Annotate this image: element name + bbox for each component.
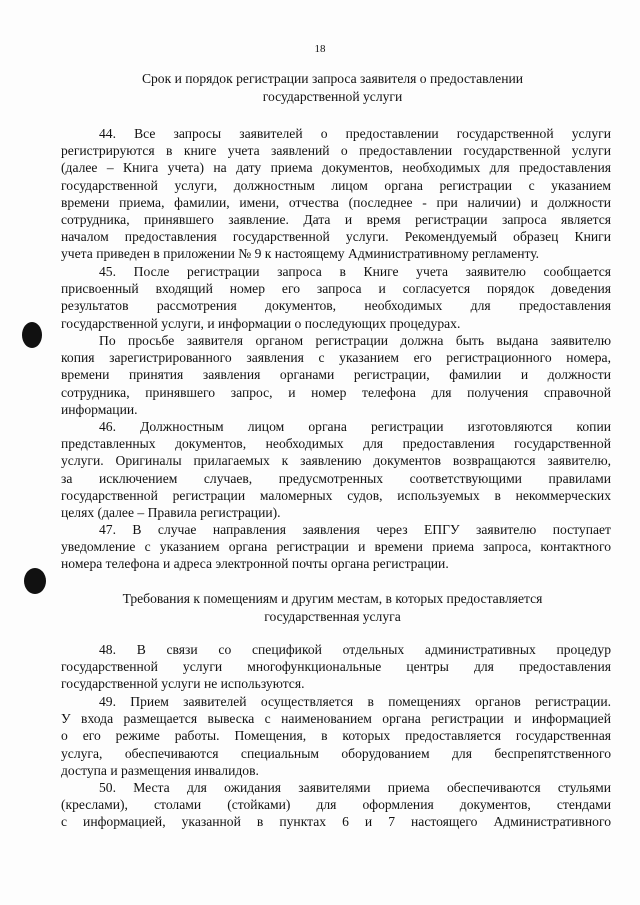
text-line: государственной услуги не используются. — [61, 676, 305, 692]
text-line: (далее – Книга учета) на дату приема документов, необходимых для предоставления — [61, 160, 611, 176]
text-line: сотрудника, принявшего заявление. Дата и время регистрации запроса является — [61, 212, 611, 228]
heading-line: Срок и порядок регистрации запроса заявителя о предоставлении — [141, 71, 524, 86]
text-line: целях (далее – Правила регистрации). — [61, 505, 281, 521]
text-line: о его режиме работы. Помещения, в которых предоставляется государственная — [61, 728, 611, 744]
heading-line: государственной услуги — [262, 89, 403, 104]
text-line: У входа размещается вывеска с наименованием органа регистрации и информацией — [61, 711, 611, 727]
text-line: уведомление с указанием органа регистрации и времени приема запроса, контактного — [61, 539, 611, 555]
text-line: копия зарегистрированного заявления с указанием его регистрационного номера, — [61, 350, 611, 366]
text-line: 48. В связи со спецификой отдельных административных процедур — [99, 642, 611, 657]
text-line: государственной регистрации маломерных судов, используемых в некоммерческих — [61, 487, 611, 503]
text-line: информации. — [61, 401, 138, 417]
text-line: 47. В случае направления заявления через ЕПГУ заявителю поступает — [99, 522, 611, 537]
paragraph-45-request-copy — [61, 332, 611, 418]
binder-hole-mark — [22, 322, 42, 348]
text-line: По просьбе заявителя органом регистрации должна быть выдана заявителю — [99, 333, 611, 348]
text-line: услуги. Оригиналы прилагаемых к заявлению документов возвращаются заявителю, — [61, 453, 611, 469]
section-heading-registration — [80, 70, 585, 106]
text-line: представленных документов, необходимых для предоставления государственной — [61, 436, 611, 452]
text-line: присвоенный входящий номер его запроса и согласуется порядок доведения — [61, 281, 611, 297]
section-heading-premises — [80, 590, 585, 626]
heading-line: Требования к помещениям и другим местам, в которых предоставляется — [122, 591, 543, 606]
text-line: 50. Места для ожидания заявителями приема обеспечиваются стульями — [99, 780, 611, 795]
binder-hole-mark — [24, 568, 46, 594]
paragraph-48 — [61, 641, 611, 693]
text-line: 46. Должностным лицом органа регистрации изготовляются копии — [99, 419, 611, 434]
paragraph-45 — [61, 263, 611, 332]
paragraph-46 — [61, 418, 611, 521]
paragraph-44 — [61, 125, 611, 263]
text-line: результатов рассмотрения документов, необходимых для предоставления — [61, 298, 611, 314]
text-line: номера телефона и адреса электронной почты органа регистрации. — [61, 556, 449, 572]
paragraph-50 — [61, 779, 611, 831]
text-line: времени приема, фамилии, имени, отчества (последнее - при наличии) и должности — [61, 194, 611, 210]
paragraph-47 — [61, 521, 611, 573]
text-line: услуга, обеспечиваются специальным оборудованием для беспрепятственного — [61, 745, 611, 761]
text-line: учета приведен в приложении № 9 к настоящему Административному регламенту. — [61, 246, 540, 262]
text-line: началом предоставления государственной услуги. Рекомендуемый образец Книги — [61, 229, 611, 245]
text-line: 45. После регистрации запроса в Книге учета заявителю сообщается — [99, 264, 611, 279]
text-line: государственной услуги, должностным лицом органа регистрации с указанием — [61, 177, 611, 193]
heading-line: государственная услуга — [264, 609, 401, 624]
text-line: (креслами), столами (стойками) для оформления документов, стендами — [61, 797, 611, 813]
text-line: 44. Все запросы заявителей о предоставлении государственной услуги — [99, 126, 611, 141]
text-line: за исключением случаев, предусмотренных соответствующими правилами — [61, 470, 611, 486]
text-line: государственной услуги многофункциональные центры для предоставления — [61, 659, 611, 675]
text-line: с информацией, указанной в пунктах 6 и 7 настоящего Административного — [61, 814, 611, 830]
text-line: 49. Прием заявителей осуществляется в помещениях органов регистрации. — [99, 694, 611, 709]
text-line: государственной услуги, и информации о последующих процедурах. — [61, 315, 461, 331]
text-line: регистрируются в книге учета заявлений о предоставлении государственной услуги — [61, 143, 611, 159]
text-line: доступа и размещения инвалидов. — [61, 762, 259, 778]
paragraph-49 — [61, 693, 611, 779]
text-line: времени принятия заявления органами регистрации, фамилии и должности — [61, 367, 611, 383]
page-number: 18 — [314, 43, 326, 55]
text-line: сотрудника, принявшего запрос, и номер телефона для получения справочной — [61, 384, 611, 400]
